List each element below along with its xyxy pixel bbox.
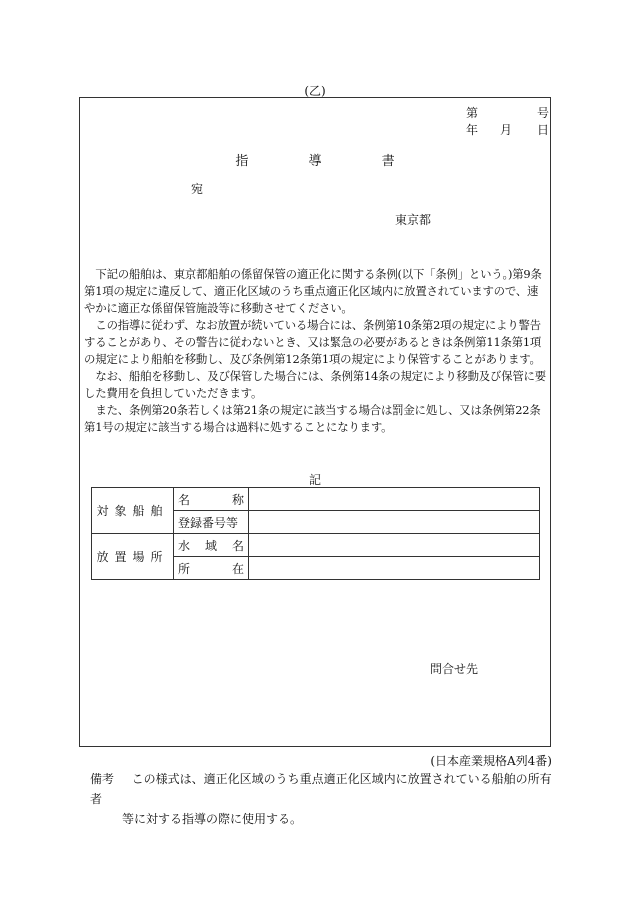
date-day: 日 xyxy=(537,123,550,137)
issuer: 東京都 xyxy=(395,213,432,227)
date-year: 年 xyxy=(466,123,479,137)
form-label: (乙) xyxy=(304,84,326,98)
body-paragraph: また、条例第20条若しくは第21条の規定に該当する場合は罰金に処し、又は条例第22条第1号の規定に該当する場合は過料に処することになります。 xyxy=(84,403,541,434)
place-group-label: 放置場所 xyxy=(92,534,174,580)
remark-line: この様式は、適正化区域のうち重点適正化区域内に放置されている船舶の所有者 xyxy=(90,772,552,806)
number-suffix: 号 xyxy=(537,106,550,120)
location-field[interactable] xyxy=(249,557,540,580)
vessel-name-field[interactable] xyxy=(249,488,540,511)
title-char: 指 xyxy=(235,154,249,169)
date-month: 月 xyxy=(500,123,513,137)
vessel-name-label: 名 称 xyxy=(174,488,249,511)
body-paragraph: なお、船舶を移動し、及び保管した場合には、条例第14条の規定により移動及び保管に要した費用を負担していただきます。 xyxy=(84,369,546,400)
vessel-group-label: 対象船舶 xyxy=(92,488,174,534)
registration-field[interactable] xyxy=(249,511,540,534)
body-paragraph: 下記の船舶は、東京都船舶の係留保管の適正化に関する条例(以下「条例」という。)第9条第1項の規定に違反して、適正化区域のうち重点適正化区域内に放置されていますので、速やかに適正な係留保管施設等に移動させてください。 xyxy=(84,267,542,315)
water-area-field[interactable] xyxy=(249,534,540,557)
remark xyxy=(90,769,560,829)
addressee-suffix: 宛 xyxy=(191,182,204,196)
water-area-label: 水 域 名 xyxy=(174,534,249,557)
ki-heading: 記 xyxy=(308,473,321,487)
remark-label: 備考 xyxy=(90,772,115,786)
body-text xyxy=(84,266,548,436)
registration-label: 登録番号等 xyxy=(174,511,249,534)
vessel-table xyxy=(91,487,540,580)
title-char: 導 xyxy=(308,154,322,169)
document-title xyxy=(0,150,630,169)
remark-line: 等に対する指導の際に使用する。 xyxy=(122,812,303,826)
location-label: 所 在 xyxy=(174,557,249,580)
contact-label: 問合せ先 xyxy=(430,662,479,676)
title-char: 書 xyxy=(381,154,395,169)
number-prefix: 第 xyxy=(466,106,479,120)
body-paragraph: この指導に従わず、なお放置が続いている場合には、条例第10条第2項の規定により警告することがあり、その警告に従わないとき、又は緊急の必要があるときは条例第11条第1項の規定により船舶を移動し、及び条例第12条第1項の規定により保管することがあります。 xyxy=(84,318,542,366)
paper-size-note: (日本産業規格A列4番) xyxy=(430,754,552,768)
